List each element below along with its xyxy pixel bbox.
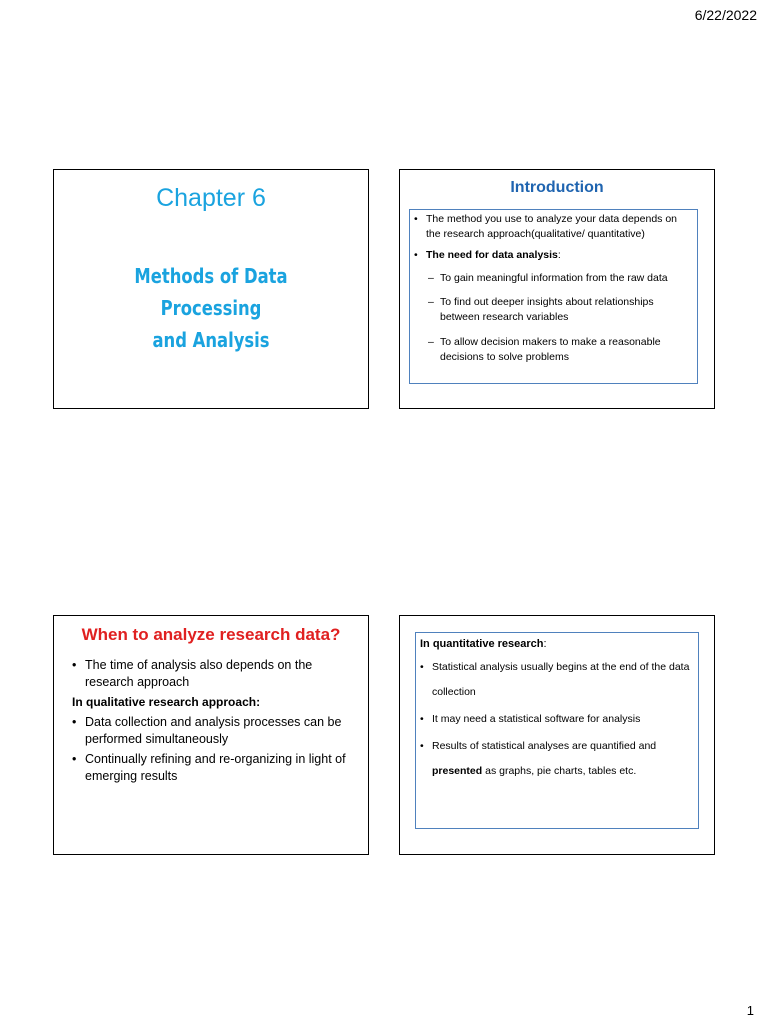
bullet-item: • Data collection and analysis processes can be performed simultaneously: [72, 714, 357, 748]
bullet-continuation: [420, 759, 692, 784]
punctuation: :: [543, 638, 547, 650]
slide-title: Introduction: [510, 179, 604, 196]
slide-when-to-analyze: [53, 615, 369, 855]
bullet-item: • The method you use to analyze your data depends on the research approach(qualitative/ quantitative): [414, 212, 691, 242]
bold-text: The need for data analysis: [426, 249, 558, 261]
chapter-title: Chapter 6: [156, 184, 266, 212]
bullet-item: • Statistical analysis usually begins at the end of the data: [420, 655, 692, 680]
bullet-item: [414, 248, 691, 263]
bullet-item: • It may need a statistical software for analysis: [420, 707, 692, 732]
page-number: 1: [746, 1003, 754, 1018]
punctuation: :: [557, 249, 561, 261]
bullet-item: • Continually refining and re-organizing in light of emerging results: [72, 751, 357, 785]
sub-item: – To find out deeper insights about relationships between research variables: [414, 295, 691, 325]
content-box: [409, 209, 698, 384]
subtitle-line-1: Methods of Data Processing: [134, 264, 288, 320]
page-date: 6/22/2022: [694, 7, 757, 23]
slide-introduction: [399, 169, 715, 409]
bullet-continuation: collection: [432, 686, 476, 698]
bullet-item: • Results of statistical analyses are quantified and: [420, 734, 692, 759]
content-box: [415, 632, 699, 829]
subtitle-line-2: and Analysis: [152, 328, 270, 352]
bullet-item: • The time of analysis also depends on the research approach: [72, 657, 357, 691]
sub-item: – To allow decision makers to make a reasonable decisions to solve problems: [414, 335, 691, 365]
slide-quantitative: [399, 615, 715, 855]
bullet-text: as graphs, pie charts, tables etc.: [482, 765, 637, 777]
section-heading: [420, 636, 692, 652]
slide-content: [72, 657, 357, 785]
slide-title: When to analyze research data?: [81, 625, 341, 644]
bold-text: In quantitative research: [420, 638, 544, 650]
bold-text: presented: [432, 765, 483, 777]
slide-chapter-title: [53, 169, 369, 409]
sub-item: – To gain meaningful information from the raw data: [414, 271, 691, 286]
chapter-subtitle: [82, 260, 339, 356]
section-heading: In qualitative research approach:: [72, 695, 261, 709]
